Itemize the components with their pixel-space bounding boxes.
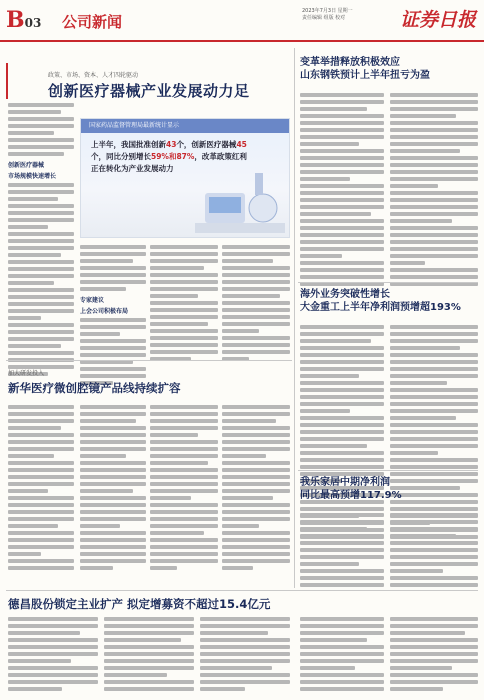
right-article3-col-1: [300, 510, 384, 590]
right-article1-title: 变革举措释放积极效应 山东钢铁预计上半年扭亏为盈: [300, 57, 430, 81]
lead-title: 创新医疗器械产业发展动力足: [48, 82, 250, 100]
infographic-band: 国家药品监督管理局最新统计显示: [81, 119, 289, 133]
section-title: 公司新闻: [62, 13, 123, 31]
lead-kicker: 政策、市场、资本、人才四轮驱动: [48, 72, 139, 79]
lead-subhead-2: 市场规模快速增长: [8, 173, 57, 180]
article2-col-2: [80, 402, 146, 573]
article2-col-4: [222, 402, 290, 573]
article3-col-4: [300, 614, 384, 694]
section-divider-1: [6, 360, 292, 361]
article2-col-3: [150, 402, 218, 573]
infographic-text: 上半年，我国批准创新43个，创新医疗器械45个，同比分别增长59%和87%，改革政策红利正在转化为产业发展动力: [91, 140, 247, 173]
column-divider: [294, 48, 295, 588]
lead-col-2: [80, 242, 146, 388]
right-article1-col-2: [390, 90, 478, 289]
right-article2-col-2: [390, 322, 478, 542]
issue-meta: 2023年7月3日 星期一 责任编辑 组版 校对: [302, 8, 353, 21]
lead-subhead-1: 创新医疗器械: [8, 162, 45, 169]
right-divider-1: [298, 282, 478, 283]
page-number: B03: [6, 7, 42, 33]
right-article2-title: 海外业务突破性增长 大金重工上半年净利润预增超193%: [300, 289, 461, 313]
right-article2-col-1: [300, 322, 384, 542]
newspaper-logo: 证券日报: [399, 9, 476, 31]
lead-col-3: [150, 242, 218, 364]
article3-col-5: [390, 614, 478, 694]
right-article3-col-2: [390, 510, 478, 590]
article2-kicker: 加大研发投入: [8, 370, 45, 377]
article3-col-2: [104, 614, 194, 694]
article3-title: 德昌股份锁定主业扩产 拟定增募资不超过15.4亿元: [8, 597, 271, 611]
page-header: [0, 0, 484, 42]
lead-subhead-4: 上会公司积极布局: [80, 308, 129, 315]
lead-accent-bar: [6, 63, 8, 99]
lead-col-1: [8, 100, 74, 379]
right-divider-2: [298, 470, 478, 471]
article3-col-1: [8, 614, 98, 694]
lead-infographic: [80, 118, 290, 238]
right-article1-col-1: [300, 90, 384, 289]
lead-col-4: [222, 242, 290, 364]
article2-col-1: [8, 402, 74, 573]
medical-device-illustration: [195, 163, 285, 233]
section-divider-2: [6, 590, 478, 591]
lead-subhead-3: 专家建议: [80, 297, 105, 304]
article3-col-3: [200, 614, 290, 694]
article2-title: 新华医疗微创腔镜产品线持续扩容: [8, 381, 181, 395]
right-article3-title: 我乐家居中期净利润 同比最高预增117.9%: [300, 477, 402, 501]
